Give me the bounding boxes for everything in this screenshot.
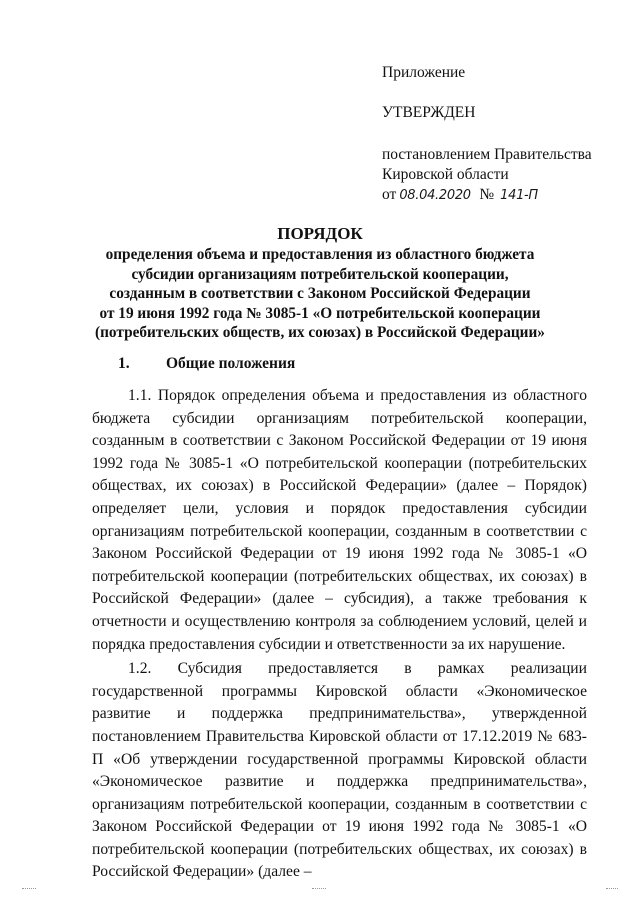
approval-block <box>382 63 622 205</box>
title-line: (потребительских обществ, их союзах) в Российской Федерации» <box>95 324 545 342</box>
paragraph: 1.1. Порядок определения объема и предоставления из областного бюджета субсидии организациям потребительской кооперации, созданным в соответствии с Законом Российской Федерации от 19 июня 1992 года № 3085-1 «О потребительской кооперации (потребительских обществах, их союзах) в Российской Федерации» (далее – Порядок) определяет цели, условия и порядок предоставления субсидии организациям потребительской кооперации, созданным в соответствии с Законом Российской Федерации от 19 июня 1992 года № 3085-1 «О потребительской кооперации (потребительских обществах, их союзах) в Российской Федерации» (далее – субсидия), а также требования к отчетности и осуществлению контроля за соблюдением условий, целей и порядка предоставления субсидии и ответственности за их нарушение. <box>92 387 587 653</box>
title-line: от 19 июня 1992 года № 3085-1 «О потребительской кооперации <box>99 304 541 322</box>
decree-reference <box>382 145 622 205</box>
scan-mark <box>22 888 36 890</box>
handwritten-date: 08.04.2020 <box>399 188 471 203</box>
scan-edge-marks <box>0 888 640 894</box>
handwritten-number: 141-П <box>500 188 538 203</box>
decree-date-line <box>382 185 622 205</box>
approved-label: УТВЕРЖДЕН <box>382 104 476 121</box>
paragraph: 1.2. Субсидия предоставляется в рамках реализации государственной программы Кировской области «Экономическое развитие и поддержка предпринимательства», утвержденной постановлением Правительства Кировской области от 17.12.2019 № 683-П «Об утверждении государственной программы Кировской области «Экономическое развитие и поддержка предпринимательства», организациям потребительской кооперации, созданным в соответствии с Законом Российской Федерации от 19 июня 1992 года № 3085-1 «О потребительской кооперации (потребительских обществах, их союзах) в Российской Федерации» (далее – <box>92 660 587 881</box>
document-title <box>0 223 640 343</box>
date-prefix: от <box>382 186 397 203</box>
decree-line-1: постановлением Правительства <box>382 146 592 163</box>
scan-mark <box>312 888 326 890</box>
section-number: 1. <box>118 355 130 372</box>
document-body <box>92 385 587 884</box>
decree-line-2: Кировской области <box>382 166 509 183</box>
title-main: ПОРЯДОК <box>277 224 363 243</box>
section-title: Общие положения <box>166 355 296 372</box>
title-line: созданным в соответствии с Законом Российской Федерации <box>109 285 531 303</box>
scan-mark <box>606 888 618 890</box>
title-line: определения объема и предоставления из областного бюджета <box>105 246 535 263</box>
title-line: субсидии организациям потребительской кооперации, <box>131 265 509 283</box>
appendix-label: Приложение <box>382 64 466 81</box>
section-heading <box>118 355 295 373</box>
number-prefix: № <box>479 186 495 203</box>
